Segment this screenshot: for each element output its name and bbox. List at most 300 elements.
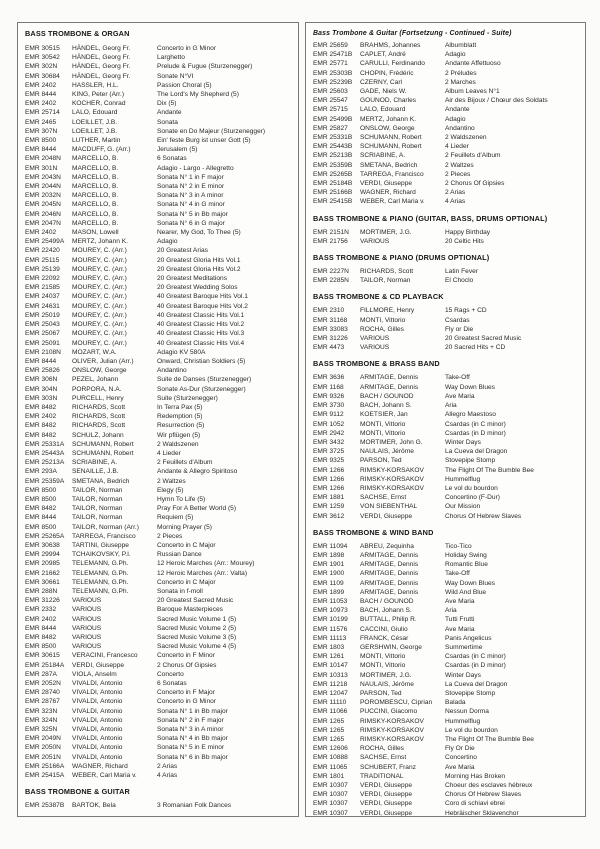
composer-name: SCHUMANN, Robert bbox=[360, 143, 422, 151]
piece-title: 2 Chorus Of Gipsies bbox=[445, 180, 505, 188]
piece-title: Nearer, My God, To Thee (5) bbox=[157, 229, 241, 237]
composer-name: VON SIEBENTHAL bbox=[360, 503, 418, 511]
piece-title: Sonata N° 4 in G minor bbox=[157, 201, 225, 209]
piece-title: Adagio bbox=[157, 238, 178, 246]
composer-name: ARMITAGE, Dennis bbox=[360, 383, 419, 391]
emr-number: EMR 2047N bbox=[25, 219, 61, 227]
composer-name: VARIOUS bbox=[72, 634, 102, 641]
catalog-entry bbox=[25, 283, 293, 292]
composer-name: VERDI, Giuseppe bbox=[360, 791, 413, 799]
piece-title: Andante bbox=[157, 109, 182, 117]
emr-number: EMR 1052 bbox=[313, 420, 345, 428]
catalog-entry bbox=[313, 267, 580, 276]
catalog-entry bbox=[313, 643, 580, 652]
composer-name: WAGNER, Richard bbox=[360, 189, 416, 197]
emr-number: EMR 24037 bbox=[25, 293, 60, 301]
composer-name: SENAILLE, J.B. bbox=[72, 468, 119, 476]
catalog-entry bbox=[313, 373, 580, 382]
emr-number: EMR 21585 bbox=[25, 284, 60, 292]
catalog-entry bbox=[313, 717, 580, 726]
catalog-entry bbox=[25, 136, 293, 145]
piece-title: 40 Greatest Baroque Hits Vol.2 bbox=[157, 302, 248, 310]
catalog-entry bbox=[313, 588, 580, 597]
piece-title: Happy Birthday bbox=[445, 228, 491, 236]
piece-title: Sonata N° 1 in Bb major bbox=[157, 707, 228, 715]
composer-name: RIMSKY-KORSAKOV bbox=[360, 484, 424, 492]
piece-title: 2 Feuillets d'Album bbox=[445, 152, 501, 160]
catalog-entry bbox=[313, 606, 580, 615]
composer-name: TAILOR, Norman bbox=[72, 495, 123, 503]
emr-number: EMR 9326 bbox=[313, 392, 345, 400]
composer-name: VIVALDI, Antonio bbox=[72, 698, 123, 706]
composer-name: TARREGA, Francisco bbox=[360, 170, 424, 178]
piece-title: Concertino bbox=[445, 754, 477, 762]
catalog-entry bbox=[313, 560, 580, 569]
catalog-entry bbox=[25, 651, 293, 660]
emr-number: EMR 1900 bbox=[313, 570, 345, 578]
emr-number: EMR 8482 bbox=[25, 422, 57, 430]
piece-title: Ein' feste Burg ist unser Gott (5) bbox=[157, 137, 251, 145]
emr-number: EMR 25115 bbox=[25, 256, 60, 264]
piece-title: Take-Off bbox=[445, 570, 470, 578]
piece-title: Sonata N° 3 in A minor bbox=[157, 726, 224, 734]
piece-title: Csardas (in D minor) bbox=[445, 662, 506, 670]
composer-name: PURCELL, Henry bbox=[72, 394, 124, 402]
composer-name: SCRIABINE, A. bbox=[72, 459, 118, 467]
emr-number: EMR 25303B bbox=[313, 69, 353, 77]
piece-title: Stovepipe Stomp bbox=[445, 689, 496, 697]
composer-name: VARIOUS bbox=[72, 606, 102, 614]
catalog-entry bbox=[25, 477, 293, 486]
piece-title: 40 Greatest Baroque Hits Vol.1 bbox=[157, 293, 248, 301]
piece-title: Le vol du bourdon bbox=[445, 484, 498, 492]
catalog-entry bbox=[25, 458, 293, 467]
emr-number: EMR 12606 bbox=[313, 745, 348, 753]
composer-name: MOUREY, C. (Arr.) bbox=[72, 284, 127, 292]
catalog-entry bbox=[313, 625, 580, 634]
catalog-entry bbox=[313, 809, 580, 817]
emr-number: EMR 28740 bbox=[25, 689, 60, 697]
emr-number: EMR 25471B bbox=[313, 51, 353, 59]
piece-title: Romantic Blue bbox=[445, 561, 488, 569]
emr-number: EMR 8482 bbox=[25, 403, 57, 411]
catalog-entry bbox=[25, 339, 293, 348]
emr-number: EMR 25213A bbox=[25, 459, 65, 467]
emr-number: EMR 25826 bbox=[25, 367, 60, 375]
emr-number: EMR 1259 bbox=[313, 503, 345, 511]
piece-title: Concerto in G Minor bbox=[157, 698, 216, 706]
emr-number: EMR 28767 bbox=[25, 698, 60, 706]
composer-name: PARSON, Ted bbox=[360, 457, 402, 465]
catalog-entry bbox=[25, 62, 293, 71]
composer-name: TELEMANN, G.Ph. bbox=[72, 569, 129, 577]
piece-title: Sacred Music Volume 1 (5) bbox=[157, 615, 237, 623]
emr-number: EMR 2285N bbox=[313, 277, 349, 285]
piece-title: Take-Off bbox=[445, 374, 470, 382]
catalog-entry bbox=[25, 624, 293, 633]
composer-name: LOEILLET, J.B. bbox=[72, 127, 118, 135]
emr-number: EMR 30661 bbox=[25, 578, 60, 586]
composer-name: VIVALDI, Antonio bbox=[72, 753, 123, 761]
piece-title: Hebräischer Sklavenchor bbox=[445, 809, 519, 817]
composer-name: MORTIMER, J.G. bbox=[360, 228, 412, 236]
piece-title: Sacred Music Volume 4 (5) bbox=[157, 643, 237, 651]
piece-title: The Lord's My Shepherd (5) bbox=[157, 91, 239, 99]
catalog-entry bbox=[25, 219, 293, 228]
catalog-entry bbox=[25, 587, 293, 596]
emr-number: EMR 22420 bbox=[25, 247, 60, 255]
composer-name: WEBER, Carl Maria v. bbox=[72, 772, 137, 780]
emr-number: EMR 10973 bbox=[313, 607, 348, 615]
piece-title: 3 Romanian Folk Dances bbox=[157, 802, 232, 810]
catalog-entry bbox=[25, 431, 293, 440]
piece-title: Csardas bbox=[445, 316, 470, 324]
catalog-entry bbox=[25, 642, 293, 651]
emr-number: EMR 25659 bbox=[313, 42, 348, 49]
catalog-entry bbox=[25, 292, 293, 301]
composer-name: MOUREY, C. (Arr.) bbox=[72, 256, 127, 264]
emr-number: EMR 25139 bbox=[25, 265, 60, 273]
catalog-entry bbox=[313, 615, 580, 624]
composer-name: VERDI, Giuseppe bbox=[360, 800, 413, 808]
emr-number: EMR 1801 bbox=[313, 772, 345, 780]
piece-title: Nessun Dorma bbox=[445, 708, 489, 716]
catalog-entry bbox=[313, 179, 580, 188]
catalog-entry bbox=[25, 486, 293, 495]
catalog-entry bbox=[25, 440, 293, 449]
catalog-entry bbox=[25, 200, 293, 209]
catalog-entry bbox=[25, 145, 293, 154]
piece-title: 12 Heroic Marches (Arr.: Valta) bbox=[157, 569, 248, 577]
emr-number: EMR 12047 bbox=[313, 689, 348, 697]
emr-number: EMR 9325 bbox=[313, 457, 345, 465]
composer-name: MORTIMER, John G. bbox=[360, 438, 423, 446]
composer-name: RIMSKY-KORSAKOV bbox=[360, 717, 424, 725]
piece-title: Stovepipe Stomp bbox=[445, 457, 496, 465]
emr-number: EMR 31226 bbox=[313, 335, 348, 343]
emr-number: EMR 25499A bbox=[25, 238, 65, 246]
piece-title: Hymn To Life (5) bbox=[157, 495, 206, 503]
composer-name: VERDI, Giuseppe bbox=[72, 661, 125, 669]
catalog-entry bbox=[25, 265, 293, 274]
catalog-entry bbox=[25, 716, 293, 725]
catalog-entry bbox=[25, 366, 293, 375]
emr-number: EMR 25499B bbox=[313, 115, 353, 123]
emr-number: EMR 324N bbox=[25, 716, 58, 724]
catalog-entry bbox=[25, 394, 293, 403]
emr-number: EMR 2046N bbox=[25, 210, 61, 218]
piece-title: Concerto in G Minor bbox=[157, 45, 216, 52]
emr-number: EMR 1898 bbox=[313, 551, 345, 559]
catalog-entry bbox=[25, 569, 293, 578]
composer-name: ARMITAGE, Dennis bbox=[360, 570, 419, 578]
catalog-entry bbox=[25, 210, 293, 219]
catalog-entry bbox=[25, 127, 293, 136]
piece-title: Concertino (F-Dur) bbox=[445, 494, 500, 502]
catalog-entry bbox=[313, 87, 580, 96]
catalog-entry bbox=[25, 467, 293, 476]
piece-title: Larghetto bbox=[157, 54, 185, 62]
catalog-entry bbox=[313, 744, 580, 753]
catalog-entry bbox=[313, 579, 580, 588]
piece-title: Choeur des esclaves hébreux bbox=[445, 782, 533, 790]
composer-name: MARCELLO, B. bbox=[72, 155, 119, 163]
emr-number: EMR 3432 bbox=[313, 438, 345, 446]
composer-name: SACHSE, Ernst bbox=[360, 494, 407, 502]
piece-title: Ave Maria bbox=[445, 763, 475, 771]
composer-name: ARMITAGE, Dennis bbox=[360, 579, 419, 587]
piece-title: 4 Arias bbox=[157, 772, 178, 780]
piece-title: Winter Days bbox=[445, 438, 481, 446]
catalog-entry bbox=[25, 615, 293, 624]
emr-number: EMR 8500 bbox=[25, 643, 57, 651]
catalog-entry bbox=[313, 484, 580, 493]
composer-name: BACH, Johann S. bbox=[360, 402, 412, 410]
emr-number: EMR 8444 bbox=[25, 91, 57, 99]
emr-number: EMR 1899 bbox=[313, 588, 345, 596]
emr-number: EMR 25715 bbox=[313, 106, 348, 114]
composer-name: TCHAIKOVSKY, P.I. bbox=[72, 551, 131, 559]
composer-name: MARCELLO, B. bbox=[72, 219, 119, 227]
catalog-entry bbox=[25, 182, 293, 191]
piece-title: Sonata N° 4 in Bb major bbox=[157, 735, 228, 743]
catalog-entry bbox=[313, 334, 580, 343]
composer-name: NAULAIS, Jérôme bbox=[360, 680, 414, 688]
piece-title: Csardas (in C minor) bbox=[445, 420, 506, 428]
emr-number: EMR 2310 bbox=[313, 307, 345, 315]
emr-number: EMR 25019 bbox=[25, 311, 60, 319]
emr-number: EMR 10307 bbox=[313, 791, 348, 799]
emr-number: EMR 8444 bbox=[25, 357, 57, 365]
emr-number: EMR 31226 bbox=[25, 597, 60, 605]
composer-name: LOEILLET, J.B. bbox=[72, 118, 118, 126]
catalog-entry bbox=[313, 420, 580, 429]
composer-name: MONTI, Vittorio bbox=[360, 429, 406, 437]
catalog-entry bbox=[25, 385, 293, 394]
catalog-entry bbox=[25, 72, 293, 81]
emr-number: EMR 1266 bbox=[313, 484, 345, 492]
emr-number: EMR 2465 bbox=[25, 118, 57, 126]
emr-number: EMR 11065 bbox=[313, 763, 348, 771]
composer-name: MOZART, W.A. bbox=[72, 348, 117, 356]
catalog-entry bbox=[25, 495, 293, 504]
piece-title: Andante & Allegro Spiritoso bbox=[157, 468, 238, 476]
piece-title: 2 Waldszenen bbox=[157, 440, 199, 448]
emr-number: EMR 11094 bbox=[313, 542, 348, 550]
piece-title: Sonata N° 2 in E minor bbox=[157, 183, 225, 191]
piece-title: Ave Maria bbox=[445, 597, 475, 605]
catalog-entry bbox=[25, 670, 293, 679]
composer-name: RICHARDS, Scott bbox=[360, 268, 414, 276]
piece-title: 40 Greatest Classic Hits Vol.1 bbox=[157, 311, 245, 319]
piece-title: Sonata N° 5 in Bb major bbox=[157, 210, 228, 218]
composer-name: MARCELLO, B. bbox=[72, 183, 119, 191]
composer-name: LALO, Edouard bbox=[72, 109, 118, 117]
composer-name: TRADITIONAL bbox=[360, 772, 404, 780]
section-title: BASS TROMBONE & WIND BAND bbox=[313, 527, 434, 537]
composer-name: BARTOK, Bela bbox=[72, 802, 116, 810]
piece-title: Panis Angelicus bbox=[445, 634, 492, 642]
catalog-entry bbox=[313, 237, 580, 246]
catalog-entry bbox=[313, 228, 580, 237]
catalog-entry bbox=[25, 53, 293, 62]
composer-name: VIVALDI, Antonio bbox=[72, 735, 123, 743]
composer-name: KOCHER, Conrad bbox=[72, 100, 126, 108]
emr-number: EMR 25359B bbox=[313, 161, 353, 169]
emr-number: EMR 25443A bbox=[25, 449, 65, 457]
composer-name: TELEMANN, G.Ph. bbox=[72, 587, 129, 595]
catalog-entry bbox=[25, 734, 293, 743]
emr-number: EMR 25415A bbox=[25, 772, 65, 780]
piece-title: Air des Bijoux / Chœur des Soldats bbox=[445, 97, 548, 105]
catalog-entry bbox=[25, 154, 293, 163]
composer-name: MONTI, Vittorio bbox=[360, 316, 406, 324]
composer-name: VARIOUS bbox=[360, 344, 390, 352]
emr-number: EMR 8444 bbox=[25, 624, 57, 632]
emr-number: EMR 1265 bbox=[313, 736, 345, 743]
emr-number: EMR 2050N bbox=[25, 744, 61, 752]
catalog-entry bbox=[25, 274, 293, 283]
catalog-entry bbox=[25, 237, 293, 246]
catalog-entry bbox=[25, 118, 293, 127]
emr-number: EMR 2402 bbox=[25, 413, 57, 421]
composer-name: RIMSKY-KORSAKOV bbox=[360, 466, 424, 474]
composer-name: ONSLOW, George bbox=[72, 367, 127, 375]
composer-name: MOUREY, C. (Arr.) bbox=[72, 339, 127, 347]
composer-name: MONTI, Vittorio bbox=[360, 420, 406, 428]
catalog-entry bbox=[25, 81, 293, 90]
composer-name: BACH / GOUNOD bbox=[360, 597, 414, 605]
composer-name: BACH, Johann S. bbox=[360, 607, 412, 615]
catalog-entry bbox=[313, 392, 580, 401]
catalog-entry bbox=[25, 801, 293, 810]
piece-title: Le vol du bourdon bbox=[445, 726, 498, 734]
composer-name: MOUREY, C. (Arr.) bbox=[72, 311, 127, 319]
piece-title: Prelude & Fugue (Sturzenegger) bbox=[157, 63, 253, 71]
emr-number: EMR 8482 bbox=[25, 505, 57, 513]
piece-title: Fly or Die bbox=[445, 325, 474, 333]
piece-title: Winter Days bbox=[445, 671, 481, 679]
catalog-entry bbox=[313, 790, 580, 799]
piece-title: Passion Choral (5) bbox=[157, 81, 212, 89]
composer-name: ARMITAGE, Dennis bbox=[360, 561, 419, 569]
composer-name: ARMITAGE, Dennis bbox=[360, 374, 419, 382]
emr-number: EMR 1109 bbox=[313, 579, 344, 587]
composer-name: CHOPIN, Frédéric bbox=[360, 69, 414, 77]
composer-name: GADE, Niels W. bbox=[360, 88, 407, 96]
catalog-entry bbox=[25, 256, 293, 265]
composer-name: RIMSKY-KORSAKOV bbox=[360, 726, 424, 734]
emr-number: EMR 8444 bbox=[25, 146, 57, 154]
composer-name: PEZEL, Johann bbox=[72, 376, 119, 384]
catalog-entry bbox=[313, 542, 580, 551]
composer-name: TAILOR, Norman bbox=[360, 277, 411, 285]
emr-number: EMR 3612 bbox=[313, 512, 345, 520]
catalog-entry bbox=[313, 343, 580, 352]
emr-number: EMR 30615 bbox=[25, 652, 60, 660]
catalog-entry bbox=[313, 735, 580, 744]
emr-number: EMR 11218 bbox=[313, 680, 348, 688]
emr-number: EMR 25067 bbox=[25, 330, 60, 338]
emr-number: EMR 2151N bbox=[313, 228, 349, 236]
catalog-entry bbox=[25, 403, 293, 412]
emr-number: EMR 8500 bbox=[25, 523, 57, 531]
catalog-entry bbox=[313, 41, 580, 50]
catalog-entry bbox=[313, 188, 580, 197]
emr-number: EMR 10307 bbox=[313, 782, 348, 790]
catalog-entry bbox=[313, 133, 580, 142]
piece-title: Sonate As-Dur (Sturzenegger) bbox=[157, 385, 246, 393]
piece-title: 2 Arias bbox=[445, 189, 466, 197]
emr-number: EMR 25714 bbox=[25, 109, 60, 117]
piece-title: Album Leaves N°1 bbox=[445, 88, 500, 96]
composer-name: KOETSIER, Jan bbox=[360, 411, 408, 419]
composer-name: VERACINI, Francesco bbox=[72, 652, 138, 660]
emr-number: EMR 11110 bbox=[313, 699, 347, 707]
section-title: BASS TROMBONE & ORGAN bbox=[25, 29, 130, 38]
catalog-entry bbox=[313, 383, 580, 392]
composer-name: FILLMORE, Henry bbox=[360, 307, 415, 315]
catalog-entry bbox=[313, 493, 580, 502]
emr-number: EMR 3730 bbox=[313, 402, 345, 410]
catalog-entry bbox=[25, 688, 293, 697]
catalog-entry bbox=[313, 50, 580, 59]
composer-name: KING, Peter (Arr.) bbox=[72, 91, 125, 99]
piece-title: 20 Greatest Wedding Solos bbox=[157, 284, 238, 292]
piece-title: 20 Sacred Hits + CD bbox=[445, 344, 506, 352]
composer-name: CARULLI, Ferdinando bbox=[360, 60, 425, 68]
catalog-entry bbox=[25, 532, 293, 541]
catalog-entry bbox=[313, 569, 580, 578]
catalog-entry bbox=[25, 302, 293, 311]
emr-number: EMR 10199 bbox=[313, 616, 348, 624]
catalog-entry bbox=[25, 679, 293, 688]
piece-title: Elegy (5) bbox=[157, 486, 184, 494]
emr-number: EMR 2942 bbox=[313, 429, 345, 437]
catalog-entry bbox=[313, 170, 580, 179]
composer-name: RICHARDS, Scott bbox=[72, 413, 126, 421]
right-column bbox=[305, 22, 586, 817]
emr-number: EMR 2402 bbox=[25, 615, 57, 623]
catalog-entry bbox=[25, 550, 293, 559]
catalog-entry bbox=[313, 124, 580, 133]
composer-name: MARCELLO, B. bbox=[72, 173, 119, 181]
piece-title: In Terra Pax (5) bbox=[157, 403, 203, 411]
catalog-entry bbox=[313, 475, 580, 484]
piece-title: Hummelflug bbox=[445, 717, 481, 725]
catalog-entry bbox=[313, 410, 580, 419]
catalog-entry bbox=[313, 401, 580, 410]
catalog-entry bbox=[313, 680, 580, 689]
composer-name: WAGNER, Richard bbox=[72, 762, 128, 770]
emr-number: EMR 11113 bbox=[313, 634, 347, 642]
piece-title: 20 Greatest Arias bbox=[157, 247, 208, 255]
piece-title: Pray For A Better World (5) bbox=[157, 505, 237, 513]
emr-number: EMR 25331B bbox=[313, 134, 353, 142]
emr-number: EMR 11066 bbox=[313, 708, 348, 716]
emr-number: EMR 30684 bbox=[25, 72, 60, 80]
catalog-entry bbox=[25, 164, 293, 173]
composer-name: HÄNDEL, Georg Fr. bbox=[72, 72, 131, 80]
emr-number: EMR 25213B bbox=[313, 152, 353, 160]
composer-name: OLIVER, Julian (Arr.) bbox=[72, 357, 134, 365]
emr-number: EMR 1266 bbox=[313, 466, 345, 474]
piece-title: 2 Marches bbox=[445, 78, 476, 86]
piece-title: Coro di schiavi ebrei bbox=[445, 800, 505, 808]
piece-title: 40 Greatest Classic Hits Vol.2 bbox=[157, 321, 245, 329]
emr-number: EMR 1265 bbox=[313, 726, 345, 734]
piece-title: Concerto in C Major bbox=[157, 578, 216, 586]
